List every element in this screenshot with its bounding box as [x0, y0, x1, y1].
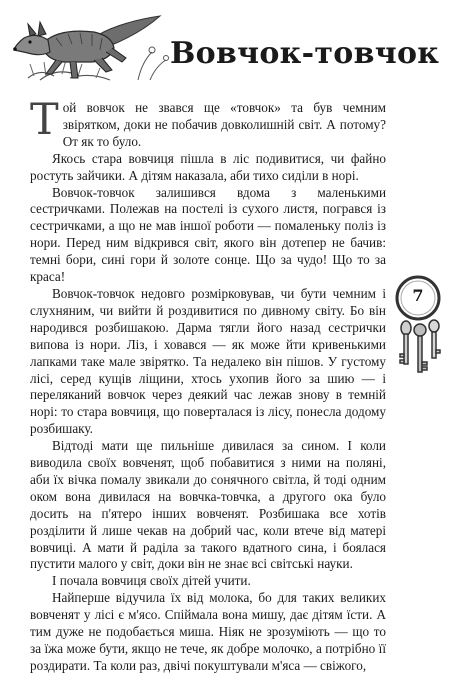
paragraph-7: Найперше відучила їх від молока, бо для таких великих вовченят у лісі є м'ясо. Спіймала вона мишу, дає дітям їсти. А тим дуже не подобається миша. Ніяк не зрозуміють — що то за їжа може бути, якщо не тече, як добре молочко, а потрібно її роздирати. Та коли раз, двічі покуштували м'яса — свіжого, [30, 590, 386, 673]
chapter-title: Вовчок-товчок [170, 36, 440, 71]
story-text [30, 95, 386, 675]
paragraph-6: І почала вовчиця своїх дітей учити. [52, 573, 251, 589]
paragraph-3: Вовчок-товчок залишився вдома з маленькими сестричками. Полежав на постелі із сухого листя, погрався із сестричками, а що не мав іншої роботи — помаленьку поліз із нори. Перед ним відкрився світ, якого він дотепер не бачив: темні бори, сині гори й золоте сонце. Що за чудо! Що то за краса! [30, 184, 386, 285]
paragraph-4: Вовчок-товчок недовго розмірковував, чи бути чемним і слухняним, чи вийти й роздивитися по дивному світу. Бо він народився розбишакою. Дарма тягли його назад сестрички випова із нори. Ліз, і ховався — як може йти кривенькими лапками таке мале звірятко. Та недалеко він пішов. У густому лісі, серед кущів ліщини, хтось ухопив його за шию — і переляканий вовчок через деякий час лежав знову в темній норі: то стара вовчиця, що поверталася із лісу, понесла додому розбишаку. [30, 285, 386, 437]
paragraph-1: Той вовчок не звався ще «товчок» та був чемним звірятком, доки не побачив довколишній світ. А потому? От як то було. [30, 95, 386, 149]
drop-cap: Т [30, 95, 59, 145]
page-number: 7 [412, 286, 424, 305]
wolf-illustration-icon [10, 2, 170, 84]
paragraph-5: Відтоді мати ще пильніше дивилася за сином. І коли виводила своїх вовченят, щоб побавитися з ними на поляні, аби їх вічка помалу звикали до сонячного світла, й тоді одним оком вона дивилася на вовчка-товчка, а другого ока було досить на п'ятеро інших вовченят. Розбишака все хотів розділити й лише чекав на добрий час, коли втече від матері вовчиці. А мати й раділа за такого вдатного сина, і боялася пустити малого у світ, доки він не знає всі світські науки. [30, 438, 386, 572]
paragraph-2: Якось стара вовчиця пішла в ліс подивитися, чи файно ростуть зайчики. А дітям наказала, аби тихо сиділи в норі. [30, 150, 386, 183]
